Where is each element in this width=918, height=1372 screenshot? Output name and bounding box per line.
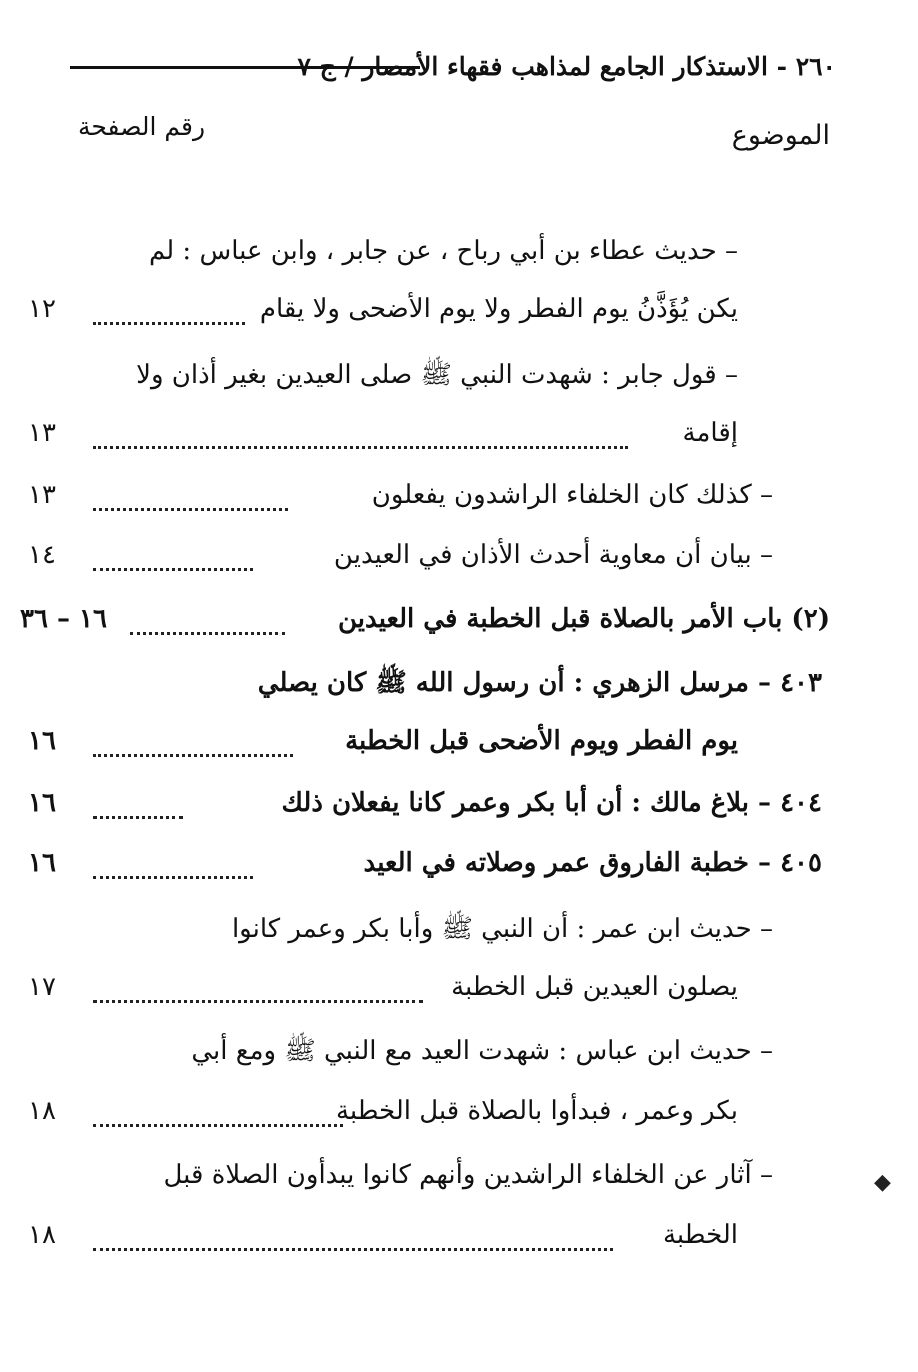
toc-entry-text: – حديث ابن عمر : أن النبي ﷺ وأبا بكر وعمر كانوا [231,914,773,944]
toc-entry-text: إقامة [682,418,738,448]
leader-dots [93,754,293,757]
toc-entry [28,288,788,338]
toc-entry-page: ١٨ [28,1220,56,1250]
toc-entry-page: ١٢ [28,294,56,324]
toc-entry-text: – قول جابر : شهدت النبي ﷺ صلى العيدين بغير أذان ولا [136,360,738,390]
toc-entry-page: ١٤ [28,540,56,570]
toc-entry-page: ١٦ – ٣٦ [20,604,107,634]
toc-entry [28,1214,788,1264]
toc-entry [28,1090,788,1140]
header-rule [70,66,420,69]
toc-entry-text: – بيان أن معاوية أحدث الأذان في العيدين [333,540,773,570]
toc-entry [28,906,788,956]
toc-entry-text: – آثار عن الخلفاء الراشدين وأنهم كانوا يبدأون الصلاة قبل [163,1160,773,1190]
toc-entry [28,352,788,402]
column-heading-topic: الموضوع [731,120,830,151]
leader-dots [93,322,245,325]
toc-entry-page: ١٧ [28,972,56,1002]
toc-entry-page: ١٣ [28,418,56,448]
toc-entry [62,660,822,710]
leader-dots [93,1124,343,1127]
toc-entry-text: ٤٠٤ – بلاغ مالك : أن أبا بكر وعمر كانا يفعلان ذلك [281,788,822,818]
toc-entry-page: ١٦ [28,726,56,756]
leader-dots [93,1000,423,1003]
toc-entry [28,230,788,280]
toc-entry-page: ١٦ [28,848,56,878]
toc-entry [28,534,788,584]
leader-dots [93,1248,613,1251]
toc-entry-text: يكن يُؤَذَّنُ يوم الفطر ولا يوم الأضحى ولا يقام [259,294,738,324]
toc-entry-text: بكر وعمر ، فبدأوا بالصلاة قبل الخطبة [335,1096,738,1126]
toc-entry-page: ١٦ [28,788,56,818]
leader-dots [130,632,285,635]
toc-entry [28,842,822,892]
toc-entry-page: ١٣ [28,480,56,510]
scan-speck: ◆ [874,1170,891,1195]
toc-entry [28,1154,788,1204]
running-title: ٢٦٠ - الاستذكار الجامع لمذاهب فقهاء الأمصار / ج ٧ [297,52,836,81]
leader-dots [93,446,628,449]
toc-entry-text: ٤٠٣ – مرسل الزهري : أن رسول الله ﷺ كان يصلي [257,668,822,698]
toc-entry-text: ٤٠٥ – خطبة الفاروق عمر وصلاته في العيد [363,848,822,878]
toc-entry [28,412,788,462]
toc-entry-text: الخطبة [662,1220,738,1250]
toc-entry-text: – حديث ابن عباس : شهدت العيد مع النبي ﷺ ومع أبي [191,1036,773,1066]
toc-chapter-entry [20,598,830,648]
leader-dots [93,568,253,571]
toc-entry-text: – كذلك كان الخلفاء الراشدون يفعلون [371,480,773,510]
toc-entry-page: ١٨ [28,1096,56,1126]
toc-entry-text: (٢) باب الأمر بالصلاة قبل الخطبة في العيدين [338,604,830,634]
column-heading-page-number: رقم الصفحة [78,112,206,141]
toc-entry-text: – حديث عطاء بن أبي رباح ، عن جابر ، وابن عباس : لم [148,236,738,266]
toc-entry [28,966,788,1016]
toc-entry [28,1028,788,1078]
toc-entry-text: يصلون العيدين قبل الخطبة [451,972,738,1002]
leader-dots [93,876,253,879]
leader-dots [93,816,183,819]
running-header [70,46,836,86]
toc-entry [28,782,822,832]
toc-entry-text: يوم الفطر ويوم الأضحى قبل الخطبة [345,726,738,756]
toc-entry [28,474,788,524]
leader-dots [93,508,288,511]
toc-entry [28,720,788,770]
